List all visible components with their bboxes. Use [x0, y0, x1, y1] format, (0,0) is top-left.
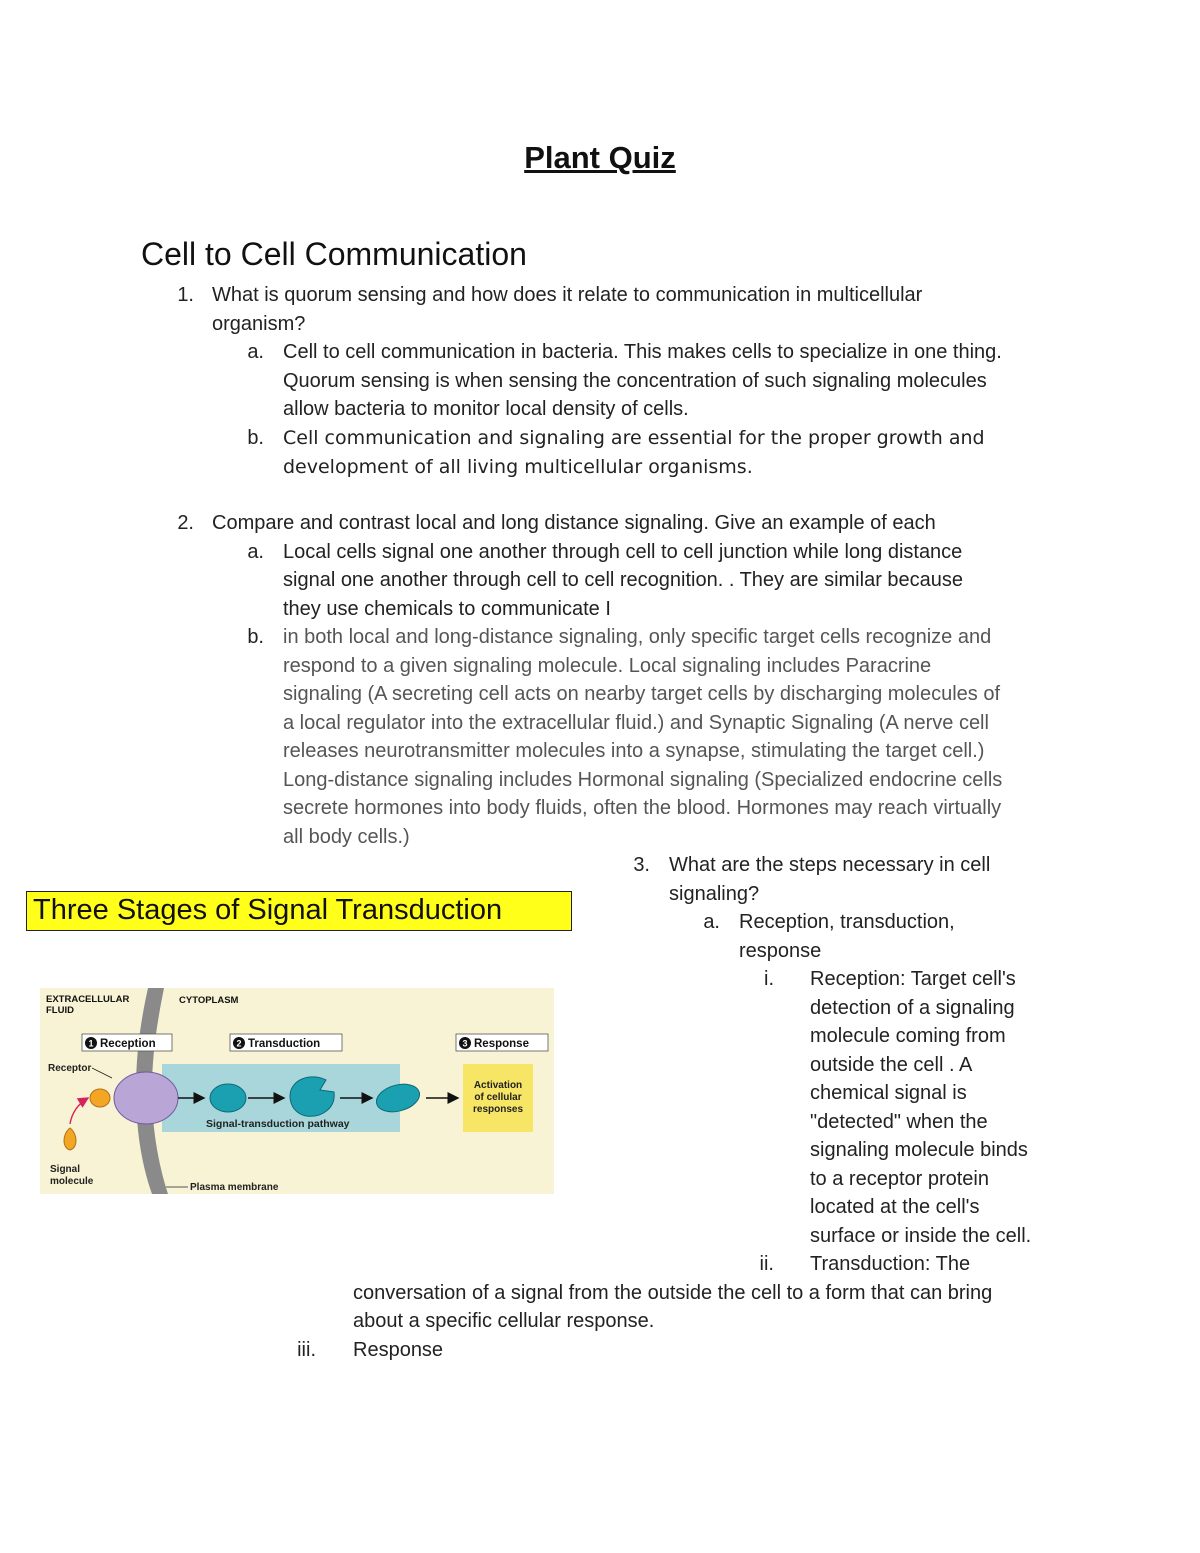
extracellular-label-2: FLUID [46, 1005, 74, 1016]
signal-transduction-diagram [40, 988, 554, 1194]
q3ii-line-1: conversation of a signal from the outside the cell to a form that can bring [353, 1281, 993, 1304]
q3i-line-6: "detected" when the [810, 1110, 988, 1133]
q2a-line-3: they use chemicals to communicate I [283, 597, 611, 620]
page-title: Plant Quiz [524, 140, 676, 175]
q3i-line-4: outside the cell . A [810, 1053, 973, 1076]
q3i-line-7: signaling molecule binds [810, 1139, 1028, 1161]
q2b-line-7: secrete hormones into body fluids, often the blood. Hormones may reach virtually [283, 797, 1002, 819]
q3ii-line-2: about a specific cellular response. [353, 1310, 655, 1332]
q3i-line-1: Reception: Target cell's [810, 968, 1016, 990]
q2a-line-1: Local cells signal one another through cell to cell junction while long distance [283, 540, 963, 563]
q3a-line-2: response [739, 939, 822, 962]
stage-1-label: Reception [100, 1038, 156, 1050]
q3i-line-3: molecule coming from [810, 1025, 1006, 1047]
relay-molecule-1 [210, 1084, 246, 1112]
stage-transduction [230, 1034, 342, 1051]
q3-line-1: What are the steps necessary in cell [669, 854, 991, 876]
q1-number: 1. [177, 284, 194, 306]
q1a-line-1: Cell to cell communication in bacteria. This makes cells to specialize in one thing. [283, 341, 1002, 363]
q1a-marker: a. [247, 341, 264, 363]
q3iii-marker: iii. [297, 1338, 316, 1361]
q3ii-marker: ii. [759, 1253, 774, 1275]
q3a-line-1: Reception, transduction, [739, 911, 955, 933]
q3i-line-10: surface or inside the cell. [810, 1224, 1032, 1247]
section-heading: Cell to Cell Communication [141, 236, 527, 272]
q1b-marker: b. [247, 427, 264, 449]
response-box-line-1: Activation [473, 1080, 523, 1091]
q3-line-2: signaling? [669, 882, 760, 905]
stage-2-label: Transduction [248, 1038, 321, 1050]
q2b-line-1: in both local and long-distance signaling, only specific target cells recognize and [283, 626, 992, 648]
membrane-label: Plasma membrane [190, 1182, 279, 1193]
stage-reception [82, 1034, 172, 1051]
stage-2-number: 2 [236, 1038, 242, 1049]
figure-banner-title: Three Stages of Signal Transduction [33, 894, 503, 926]
signal-label-2: molecule [50, 1176, 94, 1187]
q2b-line-6: Long-distance signaling includes Hormonal signaling (Specialized endocrine cells [283, 768, 1003, 791]
q3i-marker: i. [764, 968, 774, 990]
stage-3-label: Response [474, 1038, 529, 1050]
q1a-line-3: allow bacteria to monitor local density of cells. [283, 398, 689, 420]
q2-line-1: Compare and contrast local and long distance signaling. Give an example of each [212, 512, 936, 534]
response-box-line-2: of cellular [474, 1092, 522, 1103]
response-box-line-3: responses [472, 1104, 524, 1115]
q3i-line-9: located at the cell's [810, 1196, 980, 1218]
q2b-line-4: a local regulator into the extracellular fluid.) and Synaptic Signaling (A nerve cell [283, 711, 989, 734]
figure-banner [26, 891, 572, 931]
receptor-label: Receptor [48, 1063, 92, 1074]
cytoplasm-label: CYTOPLASM [179, 995, 239, 1006]
q3-number: 3. [633, 854, 650, 876]
receptor-protein [114, 1072, 178, 1124]
stage-response [456, 1034, 548, 1051]
q2b-line-8: all body cells.) [283, 825, 410, 848]
q2b-marker: b. [247, 626, 264, 648]
q1b-line-2: development of all living multicellular organisms. [283, 455, 753, 478]
q3i-line-5: chemical signal is [810, 1082, 967, 1104]
pathway-label: Signal-transduction pathway [206, 1118, 350, 1130]
q2a-line-2: signal one another through cell to cell recognition. . They are similar because [283, 569, 964, 591]
q1b-line-1: Cell communication and signaling are essential for the proper growth and [283, 427, 985, 449]
q3i-line-2: detection of a signaling [810, 996, 1015, 1019]
q3a-marker: a. [703, 911, 720, 933]
bound-signal-molecule [90, 1089, 110, 1107]
q3ii-first-line: Transduction: The [810, 1253, 971, 1275]
q3i-line-8: to a receptor protein [810, 1167, 989, 1190]
q2b-line-2: respond to a given signaling molecule. Local signaling includes Paracrine [283, 654, 932, 677]
extracellular-label-1: EXTRACELLULAR [46, 994, 130, 1005]
q2b-line-5: releases neurotransmitter molecules into a synapse, stimulating the target cell.) [283, 740, 985, 762]
q2b-line-3: signaling (A secreting cell acts on nearby target cells by discharging molecules of [283, 683, 1001, 705]
q1a-line-2: Quorum sensing is when sensing the concentration of such signaling molecules [283, 369, 987, 392]
q1-line-2: organism? [212, 312, 306, 335]
stage-1-number: 1 [88, 1038, 94, 1049]
q3iii-text: Response [353, 1338, 444, 1361]
q2-number: 2. [177, 512, 194, 534]
q2a-marker: a. [247, 540, 264, 563]
stage-3-number: 3 [462, 1038, 468, 1049]
signal-label-1: Signal [50, 1164, 81, 1175]
q1-line-1: What is quorum sensing and how does it relate to communication in multicellular [212, 284, 923, 306]
